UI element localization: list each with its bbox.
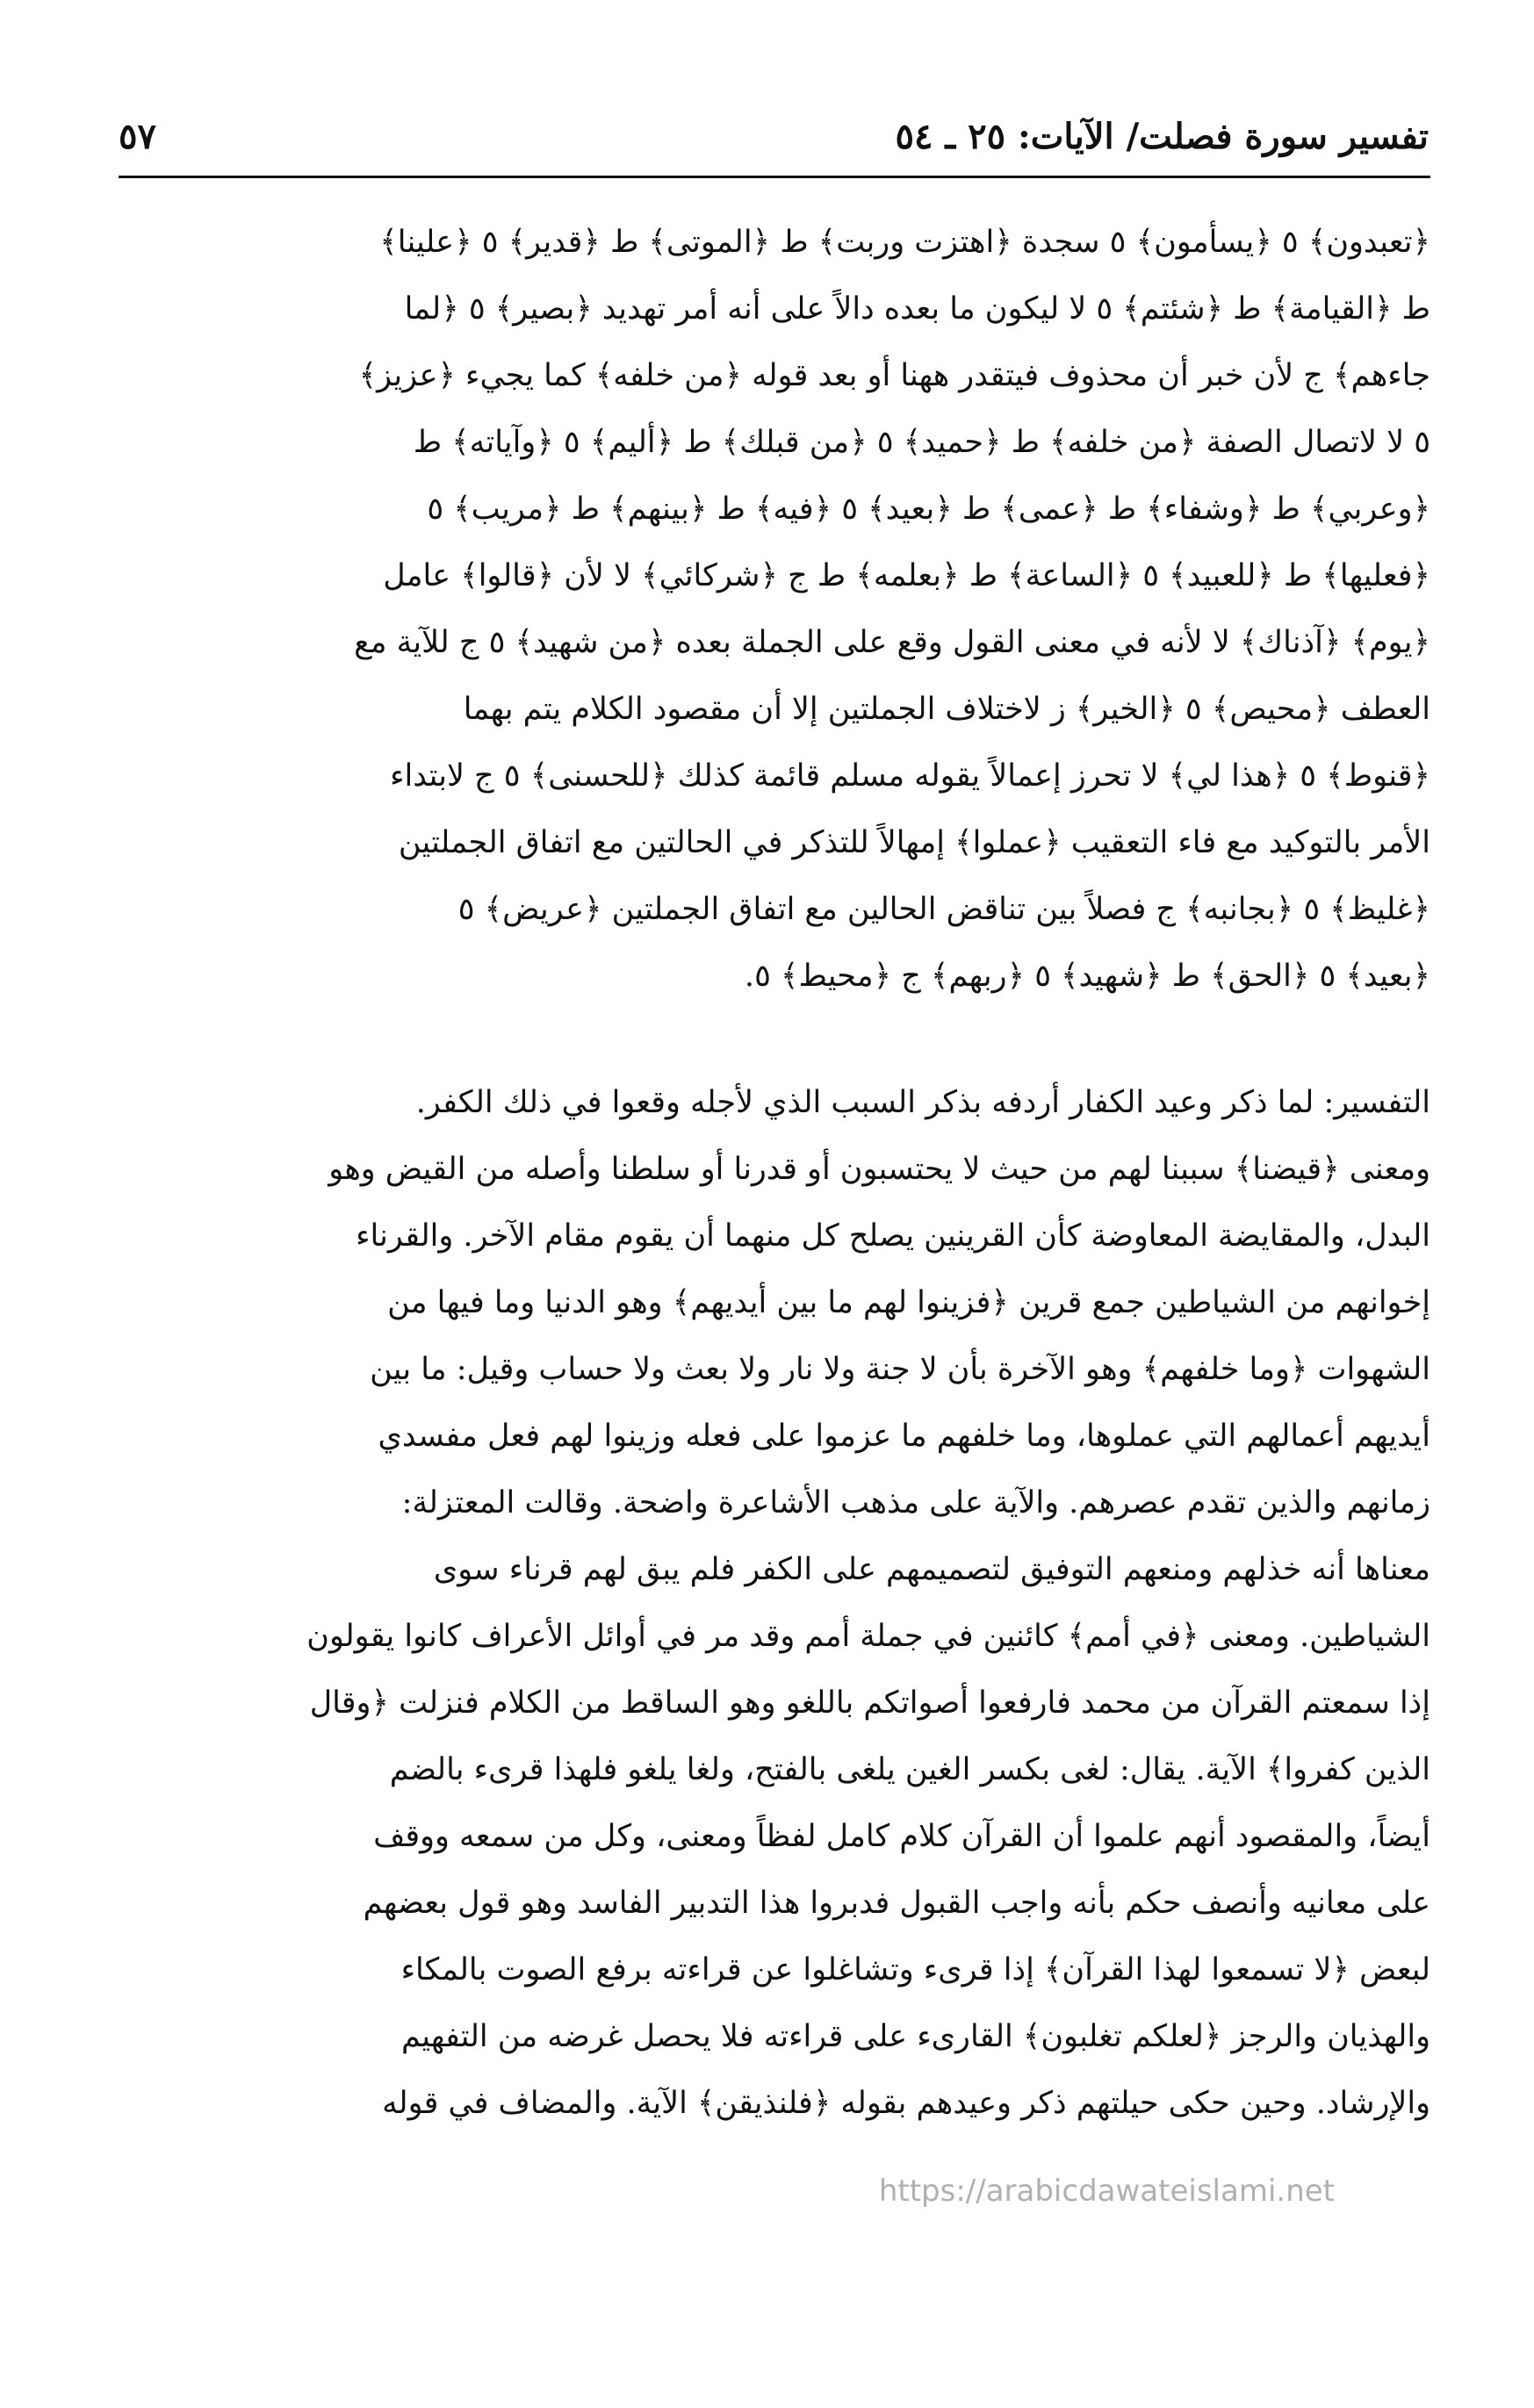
tafsir-line: الشياطين. ومعنى ﴿في أمم﴾ كائنين في جملة أمم وقد مر في أوائل الأعراف كانوا يقولون [306,1619,1430,1654]
page-number: ٥٧ [119,116,156,157]
tafsir-line: زمانهم والذين تقدم عصرهم. والآية على مذهب الأشاعرة واضحة. وقالت المعتزلة: [401,1485,1430,1520]
tafsir-line: أيضاً، والمقصود أنهم علموا أن القرآن كلام كامل لفظاً ومعنى، وكل من سمعه ووقف [373,1819,1430,1854]
tafsir-line: على معانيه وأنصف حكم بأنه واجب القبول فدبروا هذا التدبير الفاسد وهو قول بعضهم [363,1886,1430,1921]
waqf-line: ﴿غليظ﴾ ٥ ﴿بجانبه﴾ ج فصلاً بين تناقض الحالين مع اتفاق الجملتين ﴿عريض﴾ ٥ [457,892,1430,927]
tafsir-line: ومعنى ﴿قيضنا﴾ سببنا لهم من حيث لا يحتسبون أو قدرنا أو سلطنا وأصله من القيض وهو [328,1152,1430,1187]
tafsir-line: الذين كفروا﴾ الآية. يقال: لغى بكسر الغين يلغى بالفتح، ولغا يلغو فلهذا قرىء بالضم [389,1752,1430,1787]
header-divider [119,176,1430,178]
running-title: تفسير سورة فصلت/ الآيات: ٢٥ ـ ٥٤ [895,116,1429,157]
waqf-section [127,209,1430,1010]
waqf-line: جاءهم﴾ ج لأن خبر أن محذوف فيتقدر ههنا أو بعد قوله ﴿من خلفه﴾ كما يجيء ﴿عزيز﴾ [358,358,1430,393]
waqf-line: العطف ﴿محيص﴾ ٥ ﴿الخير﴾ ز لاختلاف الجملتين إلا أن مقصود الكلام يتم بهما [463,692,1430,727]
waqf-line: ﴿قنوط﴾ ٥ ﴿هذا لي﴾ لا تحرز إعمالاً يقوله مسلم قائمة كذلك ﴿للحسنى﴾ ٥ ج لابتداء [390,758,1430,794]
waqf-line: ﴿وعربي﴾ ط ﴿وشفاء﴾ ط ﴿عمى﴾ ط ﴿بعيد﴾ ٥ ﴿فيه﴾ ط ﴿بينهم﴾ ط ﴿مريب﴾ ٥ [427,492,1430,527]
waqf-line: الأمر بالتوكيد مع فاء التعقيب ﴿عملوا﴾ إمهالاً للتذكر في الحالتين مع اتفاق الجملتين [398,825,1430,860]
tafsir-line: معناها أنه خذلهم ومنعهم التوفيق لتصميمهم على الكفر فلم يبق لهم قرناء سوى [433,1552,1430,1587]
source-watermark: https://arabicdawateislami.net [878,2174,1335,2209]
tafsir-section [127,1069,1430,2137]
tafsir-line: البدل، والمقايضة المعاوضة كأن القرينين يصلح كل منهما أن يقوم مقام الآخر. والقرناء [356,1218,1430,1254]
tafsir-line: والهذيان والرجز ﴿لعلكم تغلبون﴾ القارىء على قراءته فلا يحصل غرضه من التفهيم [401,2019,1430,2054]
page-header [119,104,1429,174]
waqf-line: ﴿يوم﴾ ﴿آذناك﴾ لا لأنه في معنى القول وقع على الجملة بعده ﴿من شهيد﴾ ٥ ج للآية مع [354,625,1430,660]
waqf-line: ﴿بعيد﴾ ٥ ﴿الحق﴾ ط ﴿شهيد﴾ ٥ ﴿ربهم﴾ ج ﴿محيط﴾ ٥. [744,959,1430,994]
waqf-line: ﴿فعليها﴾ ط ﴿للعبيد﴾ ٥ ﴿الساعة﴾ ط ﴿بعلمه﴾ ط ج ﴿شركائي﴾ لا لأن ﴿قالوا﴾ عامل [383,558,1430,593]
tafsir-line: أيديهم أعمالهم التي عملوها، وما خلفهم ما عزموا على فعله وزينوا لهم فعل مفسدي [378,1419,1430,1454]
tafsir-line: إذا سمعتم القرآن من محمد فارفعوا أصواتكم باللغو وهو الساقط من الكلام فنزلت ﴿وقال [309,1686,1430,1721]
waqf-line: ط ﴿القيامة﴾ ط ﴿شئتم﴾ ٥ لا ليكون ما بعده دالاً على أنه أمر تهديد ﴿بصير﴾ ٥ ﴿لما [404,291,1430,327]
tafsir-line: التفسير: لما ذكر وعيد الكفار أردفه بذكر السبب الذي لأجله وقعوا في ذلك الكفر. [415,1085,1430,1120]
waqf-line: ﴿تعبدون﴾ ٥ ﴿يسأمون﴾ ٥ سجدة ﴿اهتزت وربت﴾ ط ﴿الموتى﴾ ط ﴿قدير﴾ ٥ ﴿علينا﴾ [379,225,1430,260]
tafsir-line: إخوانهم من الشياطين جمع قرين ﴿فزينوا لهم ما بين أيديهم﴾ وهو الدنيا وما فيها من [387,1285,1430,1320]
tafsir-line: الشهوات ﴿وما خلفهم﴾ وهو الآخرة بأن لا جنة ولا نار ولا بعث ولا حساب وقيل: ما بين [370,1352,1430,1387]
tafsir-line: والإرشاد. وحين حكى حيلتهم ذكر وعيدهم بقوله ﴿فلنذيقن﴾ الآية. والمضاف في قوله [382,2086,1430,2121]
tafsir-line: لبعض ﴿لا تسمعوا لهذا القرآن﴾ إذا قرىء وتشاغلوا عن قراءته برفع الصوت بالمكاء [400,1952,1430,1987]
waqf-line: ٥ لا لاتصال الصفة ﴿من خلفه﴾ ط ﴿حميد﴾ ٥ ﴿من قبلك﴾ ط ﴿أليم﴾ ٥ ﴿وآياته﴾ ط [413,425,1430,460]
